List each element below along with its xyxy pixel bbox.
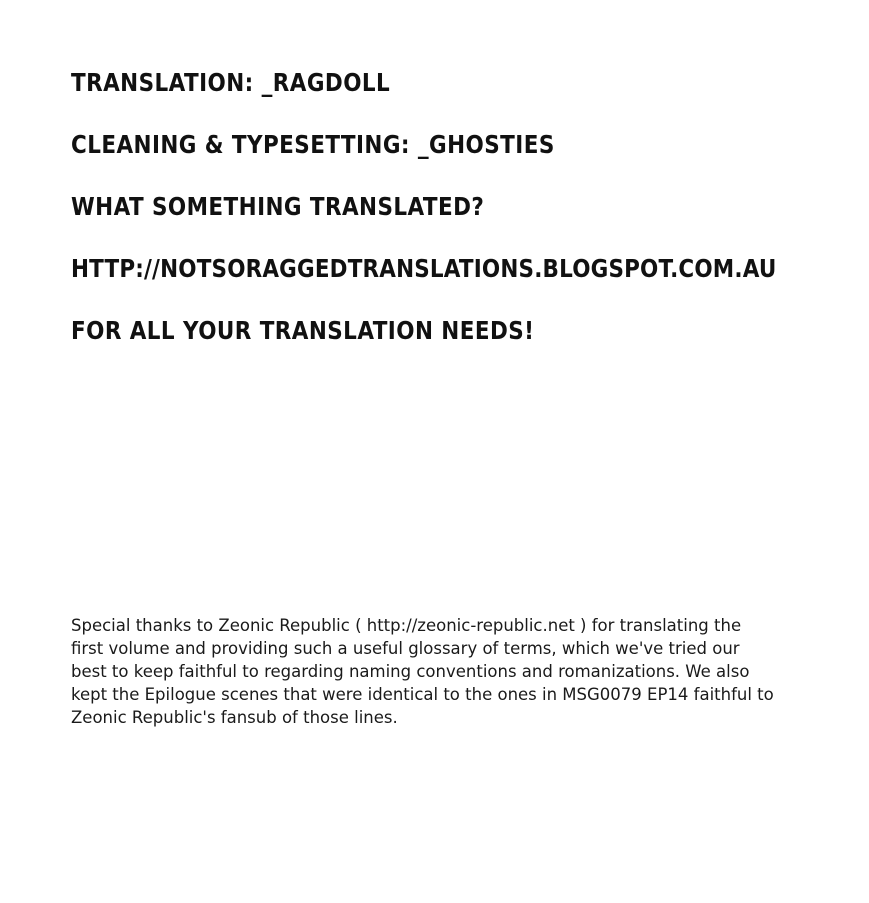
tagline: FOR ALL YOUR TRANSLATION NEEDS! xyxy=(71,316,535,345)
cleaning-typesetting-credit: CLEANING & TYPESETTING: _GHOSTIES xyxy=(71,130,555,159)
translation-question: WHAT SOMETHING TRANSLATED? xyxy=(71,192,485,221)
credits-block xyxy=(71,66,851,376)
translation-credit: TRANSLATION: _RAGDOLL xyxy=(71,68,391,97)
blog-url: HTTP://NOTSORAGGEDTRANSLATIONS.BLOGSPOT.COM.AU xyxy=(71,254,777,283)
special-thanks-paragraph: Special thanks to Zeonic Republic ( http://zeonic-republic.net ) for translating the first volume and providing such a useful glossary of terms, which we've tried our best to keep faithful to regarding naming conventions and romanizations. We also kept the Epilogue scenes that were identical to the ones in MSG0079 EP14 faithful to Zeonic Republic's fansub of those lines. xyxy=(71,616,774,727)
